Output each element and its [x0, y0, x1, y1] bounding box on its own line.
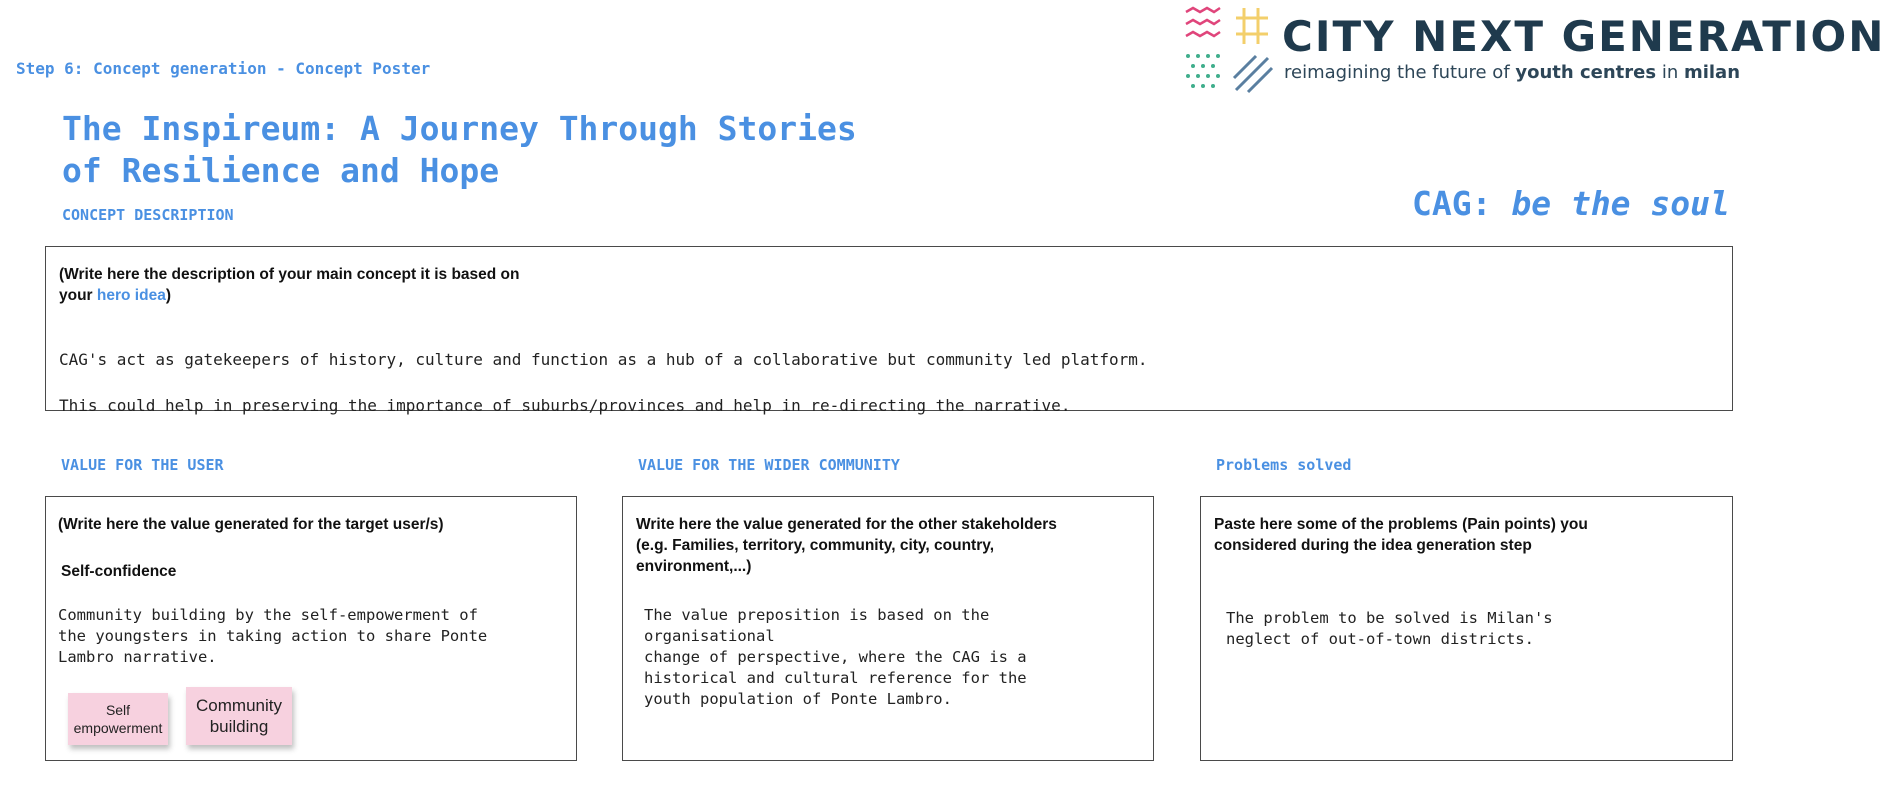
concept-description-box[interactable] [45, 246, 1733, 415]
step-label: Step 6: Concept generation - Concept Poster [16, 59, 431, 78]
value-community-box[interactable] [622, 496, 1154, 761]
logo-tagline: reimagining the future of youth centres in milan [1284, 62, 1741, 83]
logo-pattern-icon [1184, 6, 1278, 92]
concept-description-text: CAG's act as gatekeepers of history, culture and function as a hub of a collaborative but community led platform. This could help in preserving the importance of suburbs/provinces and help in re-directing the narrative. [59, 350, 1148, 415]
value-community-text: The value preposition is based on the organisational change of perspective, where the CAG is a historical and cultural reference for the youth population of Ponte Lambro. [644, 606, 1027, 708]
value-user-box[interactable] [45, 496, 577, 761]
concept-description-label: CONCEPT DESCRIPTION [62, 206, 234, 224]
hero-idea-link[interactable]: hero idea [96, 287, 166, 304]
city-next-generation-logo [1184, 6, 1885, 92]
logo-title: CITY NEXT GENERATION [1282, 12, 1885, 61]
concept-description-prompt: (Write here the description of your main concept it is based on your hero idea) [59, 266, 520, 304]
sticky-note-community-building[interactable]: Community building [186, 687, 292, 745]
value-user-text: Community building by the self-empowerment of the youngsters in taking action to share Ponte Lambro narrative. [58, 606, 488, 666]
cag-tagline: CAG: be the soul [1412, 184, 1730, 223]
value-community-label: VALUE FOR THE WIDER COMMUNITY [638, 456, 900, 474]
sticky-note-self-empowerment[interactable]: Self empowerment [68, 693, 168, 745]
value-user-label: VALUE FOR THE USER [61, 456, 224, 474]
problems-solved-box[interactable] [1200, 496, 1733, 761]
problems-solved-prompt: Paste here some of the problems (Pain points) you considered during the idea generation step [1214, 516, 1588, 554]
value-community-prompt: Write here the value generated for the other stakeholders (e.g. Families, territory, community, city, country, environment,...) [636, 516, 1057, 575]
problems-solved-label: Problems solved [1216, 456, 1352, 474]
problems-solved-text: The problem to be solved is Milan's neglect of out-of-town districts. [1226, 609, 1553, 648]
concept-title: The Inspireum: A Journey Through Stories of Resilience and Hope [62, 109, 857, 190]
value-user-subheading: Self-confidence [61, 563, 177, 580]
value-user-prompt: (Write here the value generated for the target user/s) [58, 516, 444, 533]
